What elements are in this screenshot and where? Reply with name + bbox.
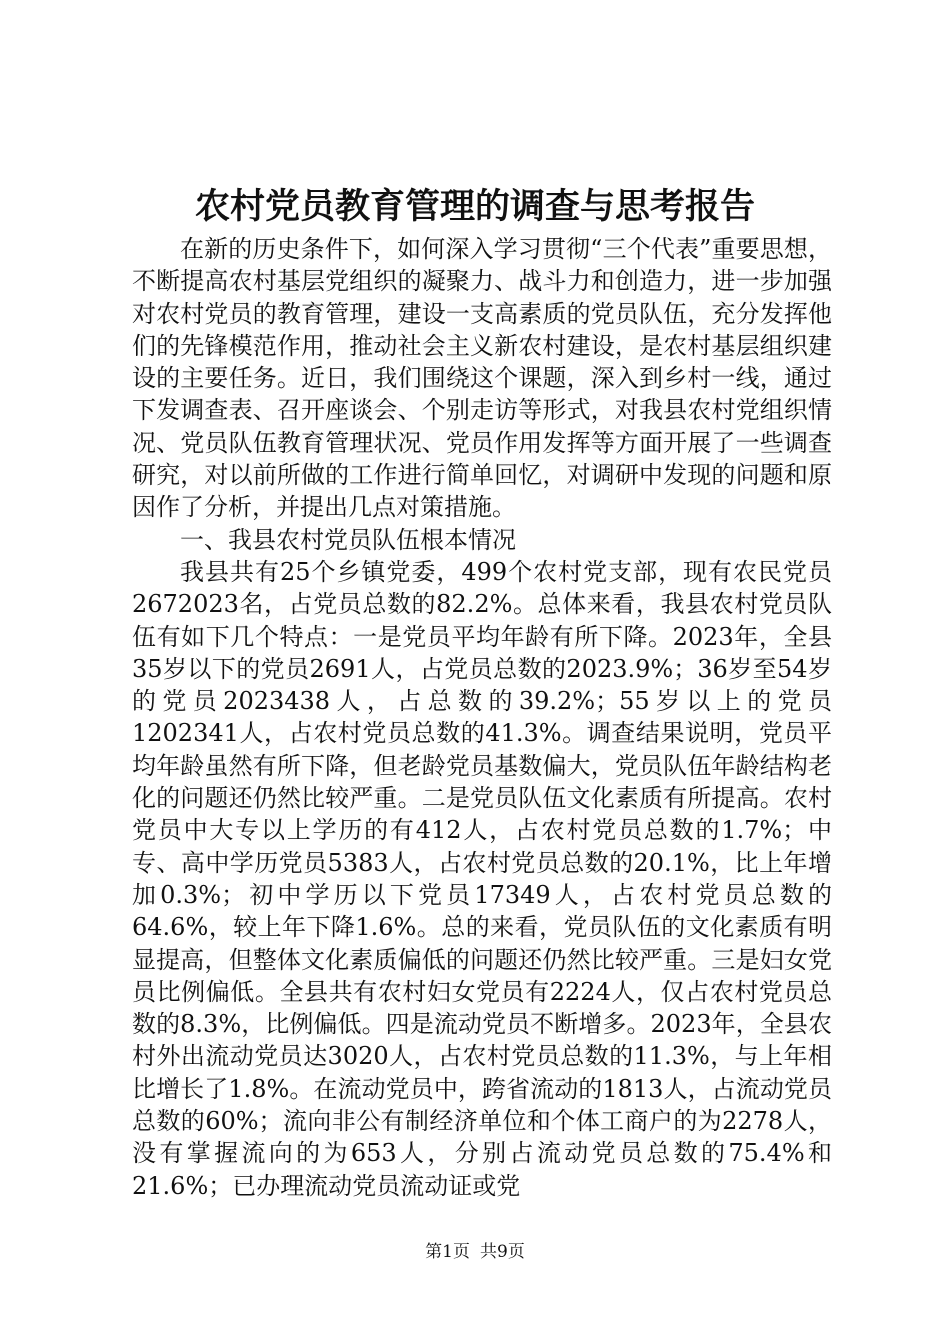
body-paragraph: 我县共有25个乡镇党委，499个农村党支部，现有农民党员2672023名，占党员总数的82.2%。总体来看，我县农村党员队伍有如下几个特点：一是党员平均年龄有所下降。2023年，全县35岁以下的党员2691人，占党员总数的2023.9%；36岁至54岁的党员2023438人，占总数的39.2%；55岁以上的党员1202341人，占农村党员总数的41.3%。调查结果说明，党员平均年龄虽然有所下降，但老龄党员基数偏大，党员队伍年龄结构老化的问题还仍然比较严重。二是党员队伍文化素质有所提高。农村党员中大专以上学历的有412人，占农村党员总数的1.7%；中专、高中学历党员5383人，占农村党员总数的20.1%，比上年增加0.3%；初中学历以下党员17349人，占农村党员总数的64.6%，较上年下降1.6%。总的来看，党员队伍的文化素质有明显提高，但整体文化素质偏低的问题还仍然比较严重。三是妇女党员比例偏低。全县共有农村妇女党员有2224人，仅占农村党员总数的8.3%，比例偏低。四是流动党员不断增多。2023年，全县农村外出流动党员达3020人，占农村党员总数的11.3%，与上年相比增长了1.8%。在流动党员中，跨省流动的1813人，占流动党员总数的60%；流向非公有制经济单位和个体工商户的为2278人，没有掌握流向的为653人，分别占流动党员总数的75.4%和21.6%；已办理流动党员流动证或党 <box>132 557 832 1200</box>
page-footer <box>0 1240 950 1264</box>
page-number-current: 第1页 <box>425 1242 470 1262</box>
document-body <box>132 233 832 1202</box>
document-title: 农村党员教育管理的调查与思考报告 <box>194 186 755 227</box>
intro-paragraph: 在新的历史条件下，如何深入学习贯彻“三个代表”重要思想，不断提高农村基层党组织的凝聚力、战斗力和创造力，进一步加强对农村党员的教育管理，建设一支高素质的党员队伍，充分发挥他们的先锋模范作用，推动社会主义新农村建设，是农村基层组织建设的主要任务。近日，我们围绕这个课题，深入到乡村一线，通过下发调查表、召开座谈会、个别走访等形式，对我县农村党组织情况、党员队伍教育管理状况、党员作用发挥等方面开展了一些调查研究，对以前所做的工作进行简单回忆，对调研中发现的问题和原因作了分析，并提出几点对策措施。 <box>132 235 832 522</box>
section-heading: 一、我县农村党员队伍根本情况 <box>180 525 516 554</box>
page-number-total: 共9页 <box>480 1242 525 1262</box>
